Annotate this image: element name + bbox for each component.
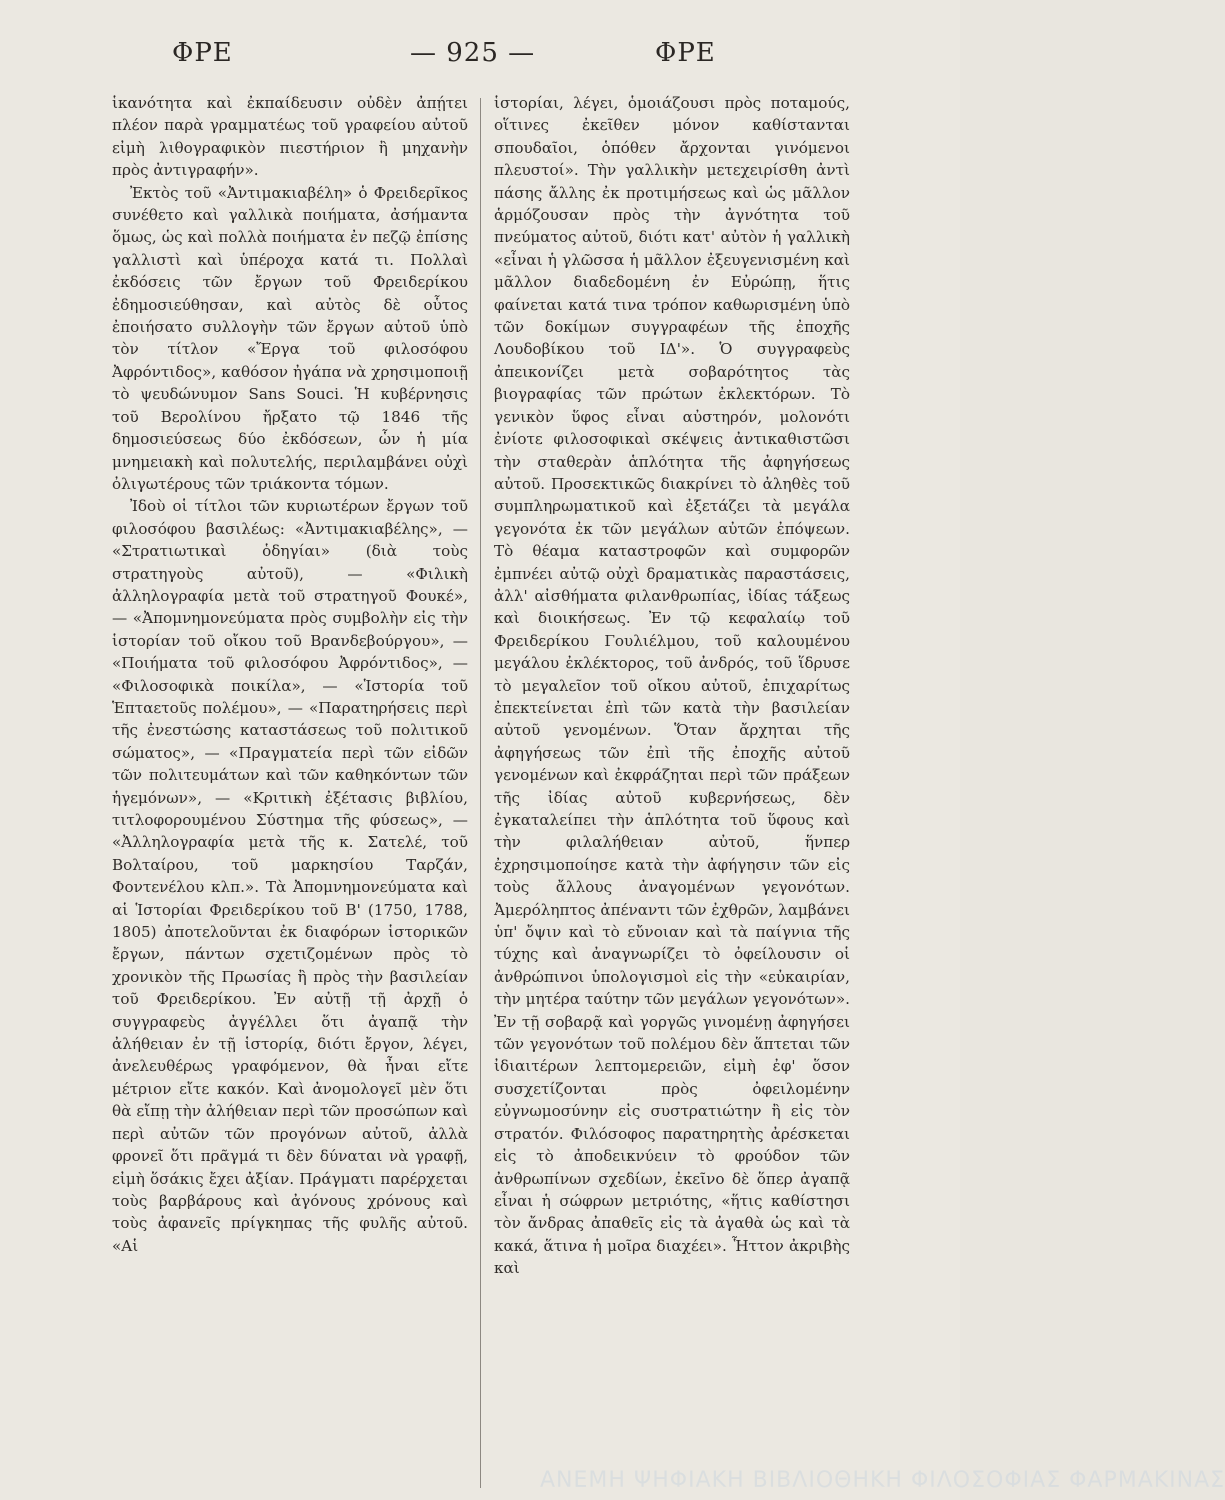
left-paragraph-2: Ἐκτὸς τοῦ «Ἀντιμακιαβέλη» ὁ Φρειδερῖκος συνέθετο καὶ γαλλικὰ ποιήματα, ἀσήμαντα ὅμως, ὡς καὶ πολλὰ ποιήματα ἐν πεζῷ ἐπίσης γαλλιστὶ καὶ ὑπέροχα κατά τι. Πολλαὶ ἐκδόσεις τῶν ἔργων τοῦ Φρειδερίκου ἐδημοσιεύθησαν, καὶ αὐτὸς δὲ οὗτος ἐποιήσατο συλλογὴν τῶν ἔργων αὐτοῦ ὑπὸ τὸν τίτλον «Ἔργα τοῦ φιλοσόφου Ἀφρόντιδος», καθόσον ἠγάπα νὰ χρησιμοποιῇ τὸ ψευδώνυμον Sans Souci. Ἡ κυβέρνησις τοῦ Βερολίνου ἤρξατο τῷ 1846 τῆς δημοσιεύσεως δύο ἐκδόσεων, ὧν ἡ μία μνημειακὴ καὶ πολυτελής, περιλαμβάνει οὐχὶ ὀλιγωτέρους τῶν τριάκοντα τόμων. [112, 183, 468, 493]
right-paragraph-1: ἱστορίαι, λέγει, ὁμοιάζουσι πρὸς ποταμούς, οἵτινες ἐκεῖθεν μόνον καθίστανται σπουδαῖοι, ὁπόθεν ἄρχονται γινόμενοι πλευστοί». Τὴν γαλλικὴν μετεχειρίσθη ἀντὶ πάσης ἄλλης ἐκ προτιμήσεως καὶ ὡς μᾶλλον ἁρμόζουσαν πρὸς τὴν ἀγνότητα τοῦ πνεύματος αὐτοῦ, διότι κατ' αὐτὸν ἡ γαλλικὴ «εἶναι ἡ γλῶσσα ἡ μᾶλλον ἐξευγενισμένη καὶ μᾶλλον διαδεδομένη ἐν Εὐρώπῃ, ἥτις φαίνεται κατά τινα τρόπον καθωρισμένη ὑπὸ τῶν δοκίμων συγγραφέων τῆς ἐποχῆς Λουδοβίκου τοῦ ΙΔ'». Ὁ συγγραφεὺς ἀπεικονίζει μετὰ σοβαρότητος τὰς βιογραφίας τῶν πρώτων ἐκλεκτόρων. Τὸ γενικὸν ὕφος εἶναι αὐστηρόν, μολονότι ἐνίοτε φιλοσοφικαὶ σκέψεις ἀντικαθιστῶσι τὴν σταθερὰν ἁπλότητα τῆς ἀφηγήσεως αὐτοῦ. Προσεκτικῶς διακρίνει τὸ ἀληθὲς τοῦ συμπληρωματικοῦ καὶ ἐξετάζει τὰ μεγάλα γεγονότα ἐκ τῶν μεγάλων αὐτῶν ἐπόψεων. Τὸ θέαμα καταστροφῶν καὶ συμφορῶν ἐμπνέει αὐτῷ οὐχὶ δραματικὰς παραστάσεις, ἀλλ' αἰσθήματα φιλανθρωπίας, ἰδίας τάξεως καὶ διοικήσεως. Ἐν τῷ κεφαλαίῳ τοῦ Φρειδερίκου Γουλιέλμου, τοῦ καλουμένου μεγάλου ἐκλέκτορος, τοῦ ἀνδρός, τοῦ ἵδρυσε τὸ μεγαλεῖον τοῦ οἴκου αὐτοῦ, ἐπιχαρίτως ἐπεκτείνεται ἐπὶ τῶν κατὰ τὴν βασιλείαν αὐτοῦ γενομένων. Ὅταν ἄρχηται τῆς ἀφηγήσεως τῶν ἐπὶ τῆς ἐποχῆς αὐτοῦ γενομένων καὶ ἐκφράζηται περὶ τῶν πράξεων τῆς ἰδίας αὐτοῦ κυβερνήσεως, δὲν ἐγκαταλείπει τὴν ἁπλότητα τοῦ ὕφους καὶ τὴν φιλαλήθειαν αὐτοῦ, ἥνπερ ἐχρησιμοποίησε κατὰ τὴν ἀφήγησιν τῶν εἰς τοὺς ἄλλους ἀναγομένων γεγονότων. Ἀμερόληπτος ἀπέναντι τῶν ἐχθρῶν, λαμβάνει ὑπ' ὄψιν καὶ τὸ εὔνοιαν καὶ τὰ παίγνια τῆς τύχης καὶ ἀναγνωρίζει τὸ ὀφείλουσιν οἱ ἀνθρώπινοι ὑπολογισμοὶ εἰς τὴν «εὐκαιρίαν, τὴν μητέρα ταύτην τῶν μεγάλων γεγονότων». Ἐν τῇ σοβαρᾷ καὶ γοργῶς γινομένῃ ἀφηγήσει τῶν γεγονότων τοῦ πολέμου δὲν ἅπτεται τῶν ἰδιαιτέρων λεπτομερειῶν, εἰμὴ ἐφ' ὅσον συσχετίζονται πρὸς ὀφειλομένην εὐγνωμοσύνην εἰς συστρατιώτην ἢ εἰς τὸν στρατόν. Φιλόσοφος παρατηρητὴς ἀρέσκεται εἰς τὸ ἀποδεικνύειν τὸ φρούδον τῶν ἀνθρωπίνων σχεδίων, ἐκεῖνο δὲ ὅπερ ἀγαπᾷ εἶναι ἡ σώφρων μετριότης, «ἥτις καθίστησι τὸν ἄνδρας ἀπαθεῖς εἰς τὰ ἀγαθὰ ὡς καὶ τὰ κακά, ἅτινα ἡ μοῖρα διαχέει». Ἧττον ἀκριβὴς καὶ [494, 94, 850, 1278]
header-left-guide-word: ΦΡΕ [172, 38, 233, 68]
page-number: — 925 — [410, 38, 536, 68]
left-paragraph-3: Ἰδοὺ οἱ τίτλοι τῶν κυριωτέρων ἔργων τοῦ φιλοσόφου βασιλέως: «Ἀντιμακιαβέλης», — «Στρατιωτικαὶ ὁδηγίαι» (διὰ τοὺς στρατηγοὺς αὐτοῦ), — «Φιλικὴ ἀλληλογραφία μετὰ τοῦ στρατηγοῦ Φουκέ», — «Ἀπομνημονεύματα πρὸς συμβολὴν εἰς τὴν ἱστορίαν τοῦ οἴκου τοῦ Βρανδεβούργου», — «Ποιήματα τοῦ φιλοσόφου Ἀφρόντιδος», — «Φιλοσοφικὰ ποικίλα», — «Ἱστορία τοῦ Ἑπταετοῦς πολέμου», — «Παρατηρήσεις περὶ τῆς ἐνεστώσης καταστάσεως τοῦ πολιτικοῦ σώματος», — «Πραγματεία περὶ τῶν εἰδῶν τῶν πολιτευμάτων καὶ τῶν καθηκόντων τῶν ἡγεμόνων», — «Κριτικὴ ἐξέτασις βιβλίου, τιτλοφορουμένου Σύστημα τῆς φύσεως», — «Ἀλληλογραφία μετὰ τῆς κ. Σατελέ, τοῦ Βολταίρου, τοῦ μαρκησίου Ταρζάν, Φοντενέλου κλπ.». Τὰ Ἀπομνημονεύματα καὶ αἱ Ἱστορίαι Φρειδερίκου τοῦ Β' (1750, 1788, 1805) ἀποτελοῦνται ἐκ διαφόρων ἱστορικῶν ἔργων, πάντων σχετιζομένων πρὸς τὸ χρονικὸν τῆς Πρωσίας ἢ πρὸς τὴν βασιλείαν τοῦ Φρειδερίκου. Ἐν αὐτῇ τῇ ἀρχῇ ὁ συγγραφεὺς ἀγγέλλει ὅτι ἀγαπᾷ τὴν ἀλήθειαν ἐν τῇ ἱστορίᾳ, διότι ἔργον, λέγει, ἀνελευθέρως γραφόμενον, θὰ ἦναι εἴτε μέτριον εἴτε κακόν. Καὶ ἀνομολογεῖ μὲν ὅτι θὰ εἴπῃ τὴν ἀλήθειαν περὶ τῶν προσώπων καὶ περὶ αὐτῶν τῶν προγόνων αὐτοῦ, ἀλλὰ φρονεῖ ὅτι πρᾶγμά τι δὲν δύναται νὰ γραφῇ, εἰμὴ ὅσάκις ἔχει ἀξίαν. Πράγματι παρέρχεται τοὺς βαρβάρους καὶ ἀγόνους χρόνους καὶ τοὺς ἀφανεῖς πρίγκηπας τῆς φυλῆς αὐτοῦ. «Αἱ [112, 497, 468, 1255]
column-divider [480, 98, 481, 1488]
right-column [494, 92, 850, 1492]
running-header [0, 38, 960, 78]
left-paragraph-1: ἱκανότητα καὶ ἐκπαίδευσιν οὐδὲν ἀπῄτει πλέον παρὰ γραμματέως τοῦ γραφείου αὐτοῦ εἰμὴ λιθογραφικὸν πιεστήριον ἢ μηχανὴν πρὸς ἀντιγραφήν». [112, 94, 468, 180]
library-watermark: ΑΝΕΜΗ ΨΗΦΙΑΚΗ ΒΙΒΛΙΟΘΗΚΗ ΦΙΛΟΣΟΦΙΑΣ ΦΑΡΜΑΚΙΝΑΣ [540, 1468, 1225, 1493]
left-column [112, 92, 468, 1492]
header-right-guide-word: ΦΡΕ [655, 38, 716, 68]
